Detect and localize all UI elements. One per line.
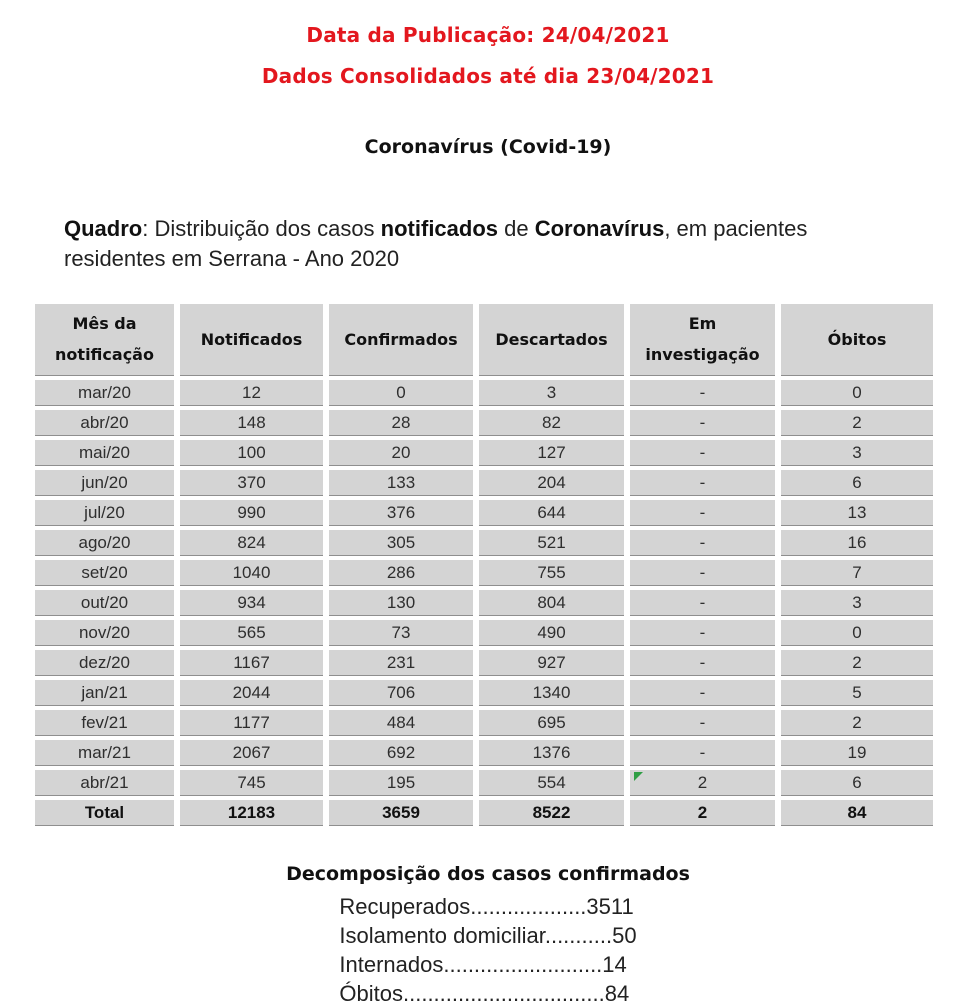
caption-segment: de <box>498 216 535 241</box>
table-row <box>35 380 933 406</box>
value-cell: - <box>630 650 775 676</box>
value-cell: - <box>630 710 775 736</box>
value-cell: 2044 <box>180 680 323 706</box>
column-header <box>35 304 174 376</box>
value-cell: - <box>630 590 775 616</box>
month-cell: jun/20 <box>35 470 174 496</box>
month-cell: fev/21 <box>35 710 174 736</box>
value-cell: 3659 <box>329 800 473 826</box>
table-row <box>35 410 933 436</box>
document-header <box>0 0 976 158</box>
item-label: Isolamento domiciliar <box>339 923 545 948</box>
decomposition-item <box>339 979 636 1008</box>
value-cell: 133 <box>329 470 473 496</box>
item-value: 3511 <box>586 894 634 919</box>
value-cell: 927 <box>479 650 624 676</box>
caption-segment: Quadro <box>64 216 143 241</box>
month-cell: jul/20 <box>35 500 174 526</box>
value-cell: 0 <box>781 380 933 406</box>
caption-segment: Coronavírus <box>534 216 665 241</box>
table-header-row <box>35 304 933 376</box>
value-cell: 1376 <box>479 740 624 766</box>
value-cell: 130 <box>329 590 473 616</box>
total-row <box>35 800 933 826</box>
item-dots: .......................... <box>443 952 603 977</box>
table-row <box>35 560 933 586</box>
value-cell: 28 <box>329 410 473 436</box>
value-cell: 2 <box>781 650 933 676</box>
value-cell: 195 <box>329 770 473 796</box>
table-row <box>35 710 933 736</box>
value-cell: - <box>630 410 775 436</box>
consolidated-date-line: Dados Consolidados até dia 23/04/2021 <box>261 64 715 88</box>
value-cell: 484 <box>329 710 473 736</box>
value-cell: 8522 <box>479 800 624 826</box>
value-cell: 204 <box>479 470 624 496</box>
value-cell: 286 <box>329 560 473 586</box>
value-cell: 3 <box>479 380 624 406</box>
table-row <box>35 470 933 496</box>
value-cell: 82 <box>479 410 624 436</box>
decomposition-title: Decomposição dos casos confirmados <box>286 863 690 885</box>
value-cell: 2 <box>781 410 933 436</box>
value-cell: 0 <box>781 620 933 646</box>
column-header-line: investigação <box>645 344 760 364</box>
value-cell: 1340 <box>479 680 624 706</box>
table-row <box>35 770 933 796</box>
item-label: Internados <box>339 952 444 977</box>
value-cell: 521 <box>479 530 624 556</box>
month-cell: jan/21 <box>35 680 174 706</box>
column-header: Descartados <box>479 304 624 376</box>
value-cell: 745 <box>180 770 323 796</box>
value-cell: 84 <box>781 800 933 826</box>
value-cell: 305 <box>329 530 473 556</box>
value-cell: 6 <box>781 470 933 496</box>
caption-segment: , em pacientes residentes em Serrana - Ano 2020 <box>64 216 808 271</box>
value-cell: 5 <box>781 680 933 706</box>
value-cell: 127 <box>479 440 624 466</box>
cases-table <box>29 300 939 830</box>
value-cell: 19 <box>781 740 933 766</box>
value-cell: 16 <box>781 530 933 556</box>
item-dots: ........... <box>544 923 613 948</box>
value-cell: 755 <box>479 560 624 586</box>
month-cell: mar/21 <box>35 740 174 766</box>
value-cell: 692 <box>329 740 473 766</box>
value-cell: 554 <box>479 770 624 796</box>
value-cell: - <box>630 470 775 496</box>
value-cell: 231 <box>329 650 473 676</box>
value-cell: - <box>630 530 775 556</box>
value-cell: 1040 <box>180 560 323 586</box>
month-cell: set/20 <box>35 560 174 586</box>
table-body <box>35 380 933 826</box>
value-cell: 3 <box>781 590 933 616</box>
item-value: 84 <box>604 981 630 1006</box>
table-row <box>35 590 933 616</box>
month-cell: dez/20 <box>35 650 174 676</box>
table-row <box>35 500 933 526</box>
month-cell: abr/21 <box>35 770 174 796</box>
value-cell: - <box>630 380 775 406</box>
month-cell: mai/20 <box>35 440 174 466</box>
caption-segment: notificados <box>380 216 499 241</box>
value-cell: - <box>630 500 775 526</box>
table-caption <box>64 214 896 274</box>
decomposition-item <box>339 892 636 921</box>
value-cell: - <box>630 440 775 466</box>
column-header-line: Mês da <box>72 313 137 333</box>
document-title: Coronavírus (Covid-19) <box>364 136 612 158</box>
publication-date-line: Data da Publicação: 24/04/2021 <box>306 23 670 47</box>
value-cell: 824 <box>180 530 323 556</box>
green-flag-icon <box>634 772 643 781</box>
value-cell: 7 <box>781 560 933 586</box>
month-cell: ago/20 <box>35 530 174 556</box>
value-cell: - <box>630 620 775 646</box>
value-cell: 934 <box>180 590 323 616</box>
value-cell: 73 <box>329 620 473 646</box>
value-cell: 565 <box>180 620 323 646</box>
value-cell: 490 <box>479 620 624 646</box>
item-label: Recuperados <box>339 894 471 919</box>
value-cell: 2 <box>630 800 775 826</box>
table-row <box>35 680 933 706</box>
value-cell: 1167 <box>180 650 323 676</box>
value-cell: 2 <box>781 710 933 736</box>
column-header-line: notificação <box>55 344 154 364</box>
decomposition-list <box>339 892 636 1008</box>
column-header <box>630 304 775 376</box>
value-cell: 2067 <box>180 740 323 766</box>
decomposition-section <box>0 863 976 1008</box>
column-header-line: Em <box>688 313 717 333</box>
value-cell: 13 <box>781 500 933 526</box>
value-cell: 706 <box>329 680 473 706</box>
item-dots: ................... <box>470 894 587 919</box>
value-cell: 370 <box>180 470 323 496</box>
month-cell: out/20 <box>35 590 174 616</box>
value-cell: 148 <box>180 410 323 436</box>
value-cell: 12 <box>180 380 323 406</box>
month-cell: nov/20 <box>35 620 174 646</box>
item-value: 50 <box>612 923 637 948</box>
column-header: Óbitos <box>781 304 933 376</box>
month-cell: Total <box>35 800 174 826</box>
item-value: 14 <box>602 952 627 977</box>
value-cell: 804 <box>479 590 624 616</box>
value-cell: 100 <box>180 440 323 466</box>
value-cell: - <box>630 680 775 706</box>
value-cell: 20 <box>329 440 473 466</box>
value-cell: 695 <box>479 710 624 736</box>
table-row <box>35 650 933 676</box>
decomposition-item <box>339 921 636 950</box>
table-row <box>35 440 933 466</box>
value-cell: 990 <box>180 500 323 526</box>
value-cell: - <box>630 740 775 766</box>
value-cell: 12183 <box>180 800 323 826</box>
table-row <box>35 530 933 556</box>
caption-segment: : Distribuição dos casos <box>142 216 381 241</box>
item-dots: ................................. <box>403 981 605 1006</box>
value-cell: 3 <box>781 440 933 466</box>
value-cell: - <box>630 560 775 586</box>
value-cell: 0 <box>329 380 473 406</box>
decomposition-item <box>339 950 636 979</box>
value-cell: 2 <box>630 770 775 796</box>
month-cell: mar/20 <box>35 380 174 406</box>
table-row <box>35 740 933 766</box>
value-cell: 1177 <box>180 710 323 736</box>
value-cell: 6 <box>781 770 933 796</box>
value-cell: 644 <box>479 500 624 526</box>
column-header: Notificados <box>180 304 323 376</box>
table-row <box>35 620 933 646</box>
value-cell: 376 <box>329 500 473 526</box>
item-label: Óbitos <box>339 981 403 1006</box>
column-header: Confirmados <box>329 304 473 376</box>
month-cell: abr/20 <box>35 410 174 436</box>
